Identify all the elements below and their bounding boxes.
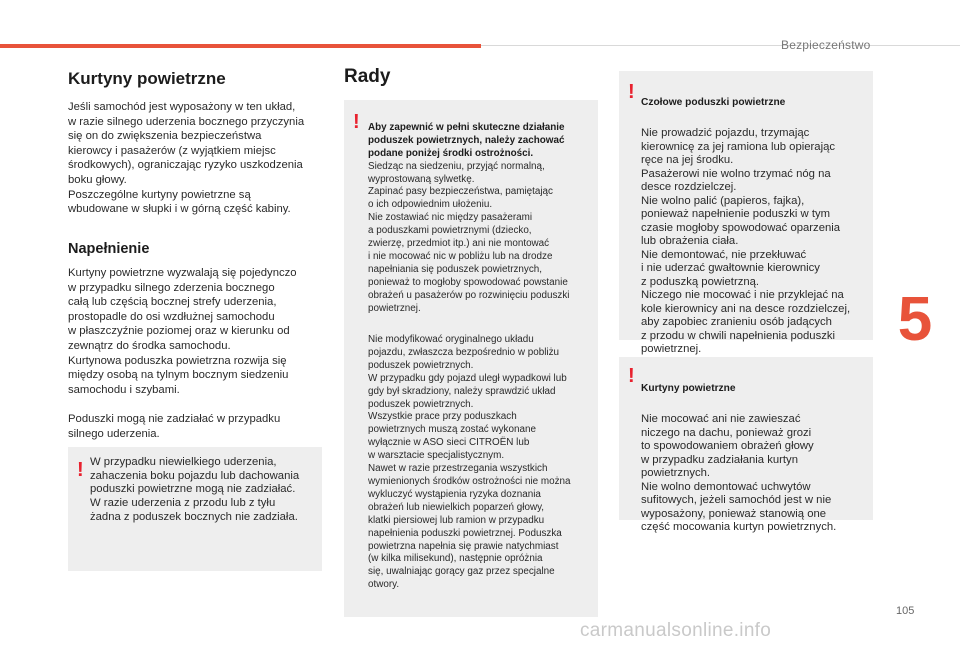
header-rule <box>481 45 960 46</box>
warning-box-front-airbags <box>619 71 873 355</box>
advice-title: Rady <box>344 66 391 87</box>
curtain-airbags-text: Nie mocować ani nie zawieszać niczego na dachu, ponieważ grozi to spowodowaniem obrażeń głowy w przypadku zadziałania kurtyn powietrznych. Nie wolno demontować uchwytów sufitowych, jeżeli samochód jest w nie wyposażony, ponieważ stanowią one część mocowania kurtyn powietrznych. <box>641 413 837 533</box>
precautions-lead: Aby zapewnić w pełni skuteczne działanie poduszek powietrznych, należy zachować podane poniżej środki ostrożności. <box>368 121 565 159</box>
page-number: 105 <box>896 605 915 617</box>
curtain-airbags-content <box>641 364 871 553</box>
chapter-number: 5 <box>897 285 933 354</box>
front-airbags-text: Nie prowadzić pojazdu, trzymając kierownicę za jej ramiona lub opierając ręce na jej środku. Pasażerowi nie wolno trzymać nóg na desce rozdzielczej. Nie wolno palić (papieros, fajka), ponieważ napełnienie poduszki w tym czasie mogłoby spowodować oparzenia lub obrażenia ciała. Nie demontować, nie przekłuwać i nie uderzać gwałtownie kierownicy z poduszką powietrzną. Niczego nie mocować i nie przyklejać na kole kierownicy ani na desce rozdzielczej, aby zapobiec zranieniu osób jadących z przodu w chwili napełnienia poduszki powietrznej. <box>641 127 851 355</box>
warning-box-curtain-airbags <box>619 357 873 533</box>
exclamation-icon: ! <box>628 365 635 387</box>
front-airbags-content <box>641 78 871 375</box>
exclamation-icon: ! <box>353 111 360 133</box>
deployment-note: Poduszki mogą nie zadziałać w przypadku silnego uderzenia. <box>68 413 281 440</box>
warning-box-precautions <box>344 100 598 617</box>
intro-paragraph: Jeśli samochód jest wyposażony w ten układ, w razie silnego uderzenia bocznego przyczynia się on do zwiększenia bezpieczeństwa kierowcy i pasażerów (z wyjątkiem miejsc środkowych), ograniczając ryzyko uszkodzenia boku głowy. Poszczególne kurtyny powietrzne są wbudowane w słupki i w górną część kabiny. <box>68 101 305 216</box>
exclamation-icon: ! <box>77 459 84 481</box>
watermark: carmanualsonline.info <box>580 620 772 641</box>
column-curtain-airbags <box>68 69 328 217</box>
header-accent-bar <box>0 44 481 48</box>
page-title: Kurtyny powietrzne <box>68 69 226 88</box>
modification-text: Nie modyfikować oryginalnego układu pojazdu, zwłaszcza bezpośrednio w pobliżu poduszek powietrznych. W przypadku gdy pojazd uległ wypadkowi lub gdy był skradziony, należy sprawdzić układ poduszek powietrznych. Wszystkie prace przy poduszkach powietrznych muszą zostać wykonane wyłącznie w ASO sieci CITROËN lub w warsztacie specjalistycznym. Nawet w razie przestrzegania wszystkich wymienionych środków ostrożności nie można wykluczyć wystąpienia ryzyka doznania obrażeń lub niewielkich poparzeń głowy, klatki piersiowej lub ramion w przypadku napełnienia poduszki powietrznej. Poduszka powietrzna napełnia się prawie natychmiast (w kilka milisekund), następnie opróżnia się, uwalniając gorący gaz przez specjalne otwory. <box>368 334 571 591</box>
curtain-airbags-heading: Kurtyny powietrzne <box>641 383 736 394</box>
deployment-paragraph: Kurtyny powietrzne wyzwalają się pojedynczo w przypadku silnego zderzenia bocznego całą lub częścią bocznej strefy uderzenia, prostopadle do osi wzdłużnej samochodu w płaszczyźnie poziomej oraz w kierunku od zewnątrz do środka samochodu. Kurtynowa poduszka powietrzna rozwija się między osobą na tylnym bocznym siedzeniu samochodu i szybami. <box>68 267 297 396</box>
precautions-text <box>368 109 596 316</box>
precautions-body: Siedząc na siedzeniu, przyjąć normalną, wyprostowaną sylwetkę. Zapinać pasy bezpieczeństwa, pamiętając o ich odpowiednim ułożeniu. Nie zostawiać nic między pasażerami a poduszkami powietrznymi (dziecko, zwierzę, przedmiot itp.) ani nie montować i nie mocować nic w pobliżu lub na drodze napełniania się poduszek powietrznych, ponieważ to mogłoby spowodować powstanie obrażeń u pasażerów po rozwinięciu poduszki powietrznej. <box>368 160 570 314</box>
section-title: Bezpieczeństwo <box>781 38 871 52</box>
column-advice <box>344 66 604 88</box>
column-deployment <box>68 241 328 442</box>
deployment-heading: Napełnienie <box>68 241 150 257</box>
warning-box-minor-impact <box>68 447 322 571</box>
warning-text: W przypadku niewielkiego uderzenia, zahaczenia boku pojazdu lub dachowania poduszki powietrzne mogą nie zadziałać. W razie uderzenia z przodu lub z tyłu żadna z poduszek bocznych nie zadziała. <box>90 456 300 523</box>
exclamation-icon: ! <box>628 81 635 103</box>
front-airbags-heading: Czołowe poduszki powietrzne <box>641 97 786 108</box>
